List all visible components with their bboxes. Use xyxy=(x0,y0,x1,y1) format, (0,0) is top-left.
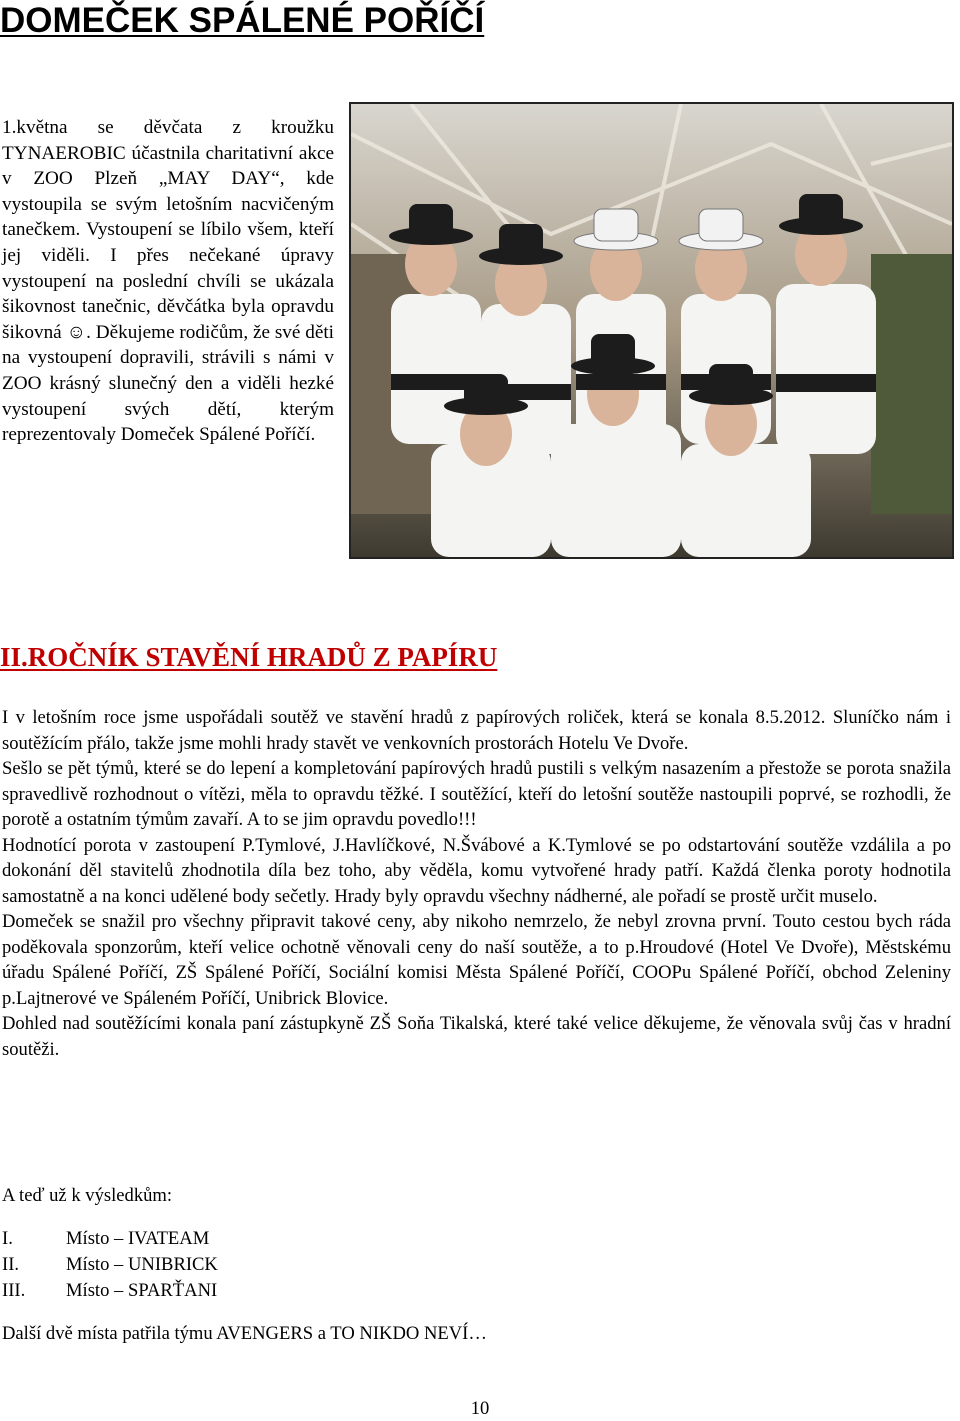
article-zoo-text xyxy=(2,115,334,448)
paragraph: Domeček se snažil pro všechny připravit takové ceny, aby nikoho nemrzelo, že nebyl zrovna první. Touto cestou bych ráda poděkovala sponzorům, kteří velice ochotně věnovali ceny do naší soutěže, a to p.Hroudové (Hotel Ve Dvoře), Městskému úřadu Spálené Poříčí, ZŠ Spálené Poříčí, Sociální komisi Města Spálené Poříčí, COOPu Spálené Poříčí, obchod Zeleniny p.Lajtnerové ve Spáleném Poříčí, Unibrick Blovice. xyxy=(2,911,951,1009)
other-places: Další dvě místa patřila týmu AVENGERS a TO NIKDO NEVÍ… xyxy=(2,1323,487,1344)
group-photo-dancers-icon xyxy=(351,104,952,557)
article-text-part1: 1.května se děvčata z kroužku TYNAEROBIC účastnila charitativní akce v ZOO Plzeň „MAY DAY“, kde vystoupila se svým letošním nacvičeným tanečkem. Vystoupení se líbilo všem, kteří jej viděli. I přes nečekané úpravy vystoupení na poslední chvíli se ukázala šikovnost tanečnic, děvčátka byla opravdu šikovná xyxy=(2,117,334,343)
place-number: III. xyxy=(2,1280,26,1301)
paragraph: Hodnotící porota v zastoupení P.Tymlové, J.Havlíčkové, N.Švábové a K.Tymlové se po odstartování soutěže vzdálila a po dokonání děl stavitelů zhodnotila díla bez toho, aby věděla, komu vytvořené hrady patří. Každá členka poroty hodnotila samostatně a na konci udělené body sečetly. Hrady byly opravdu všechny nádherné, ale pořadí se prostě určit muselo. xyxy=(2,834,951,907)
place-text: Místo – UNIBRICK xyxy=(66,1254,218,1275)
result-place-1 xyxy=(2,1228,209,1250)
article-text-part2: . Děkujeme rodičům, že své děti na vystoupení dopravili, strávili s námi v ZOO krásný slunečný den a viděli hezké vystoupení svých dětí, kterým reprezentovaly Domeček Spálené Poříčí. xyxy=(2,321,334,446)
paragraph: Dohled nad soutěžícími konala paní zástupkyně ZŠ Soňa Tikalská, které také velice děkujeme, že věnovala svůj čas v hradní soutěži. xyxy=(2,1013,951,1060)
page-number: 10 xyxy=(470,1398,490,1419)
place-number: II. xyxy=(2,1254,20,1275)
article-castles xyxy=(2,705,951,1062)
paragraph: I v letošním roce jsme uspořádali soutěž ve stavění hradů z papírových roliček, která se konala 8.5.2012. Sluníčko nám i soutěžícím přálo, takže jsme mohli hrady stavět ve venkovních prostorách Hotelu Ve Dvoře. xyxy=(2,707,951,754)
place-text: Místo – IVATEAM xyxy=(66,1228,210,1249)
results-intro: A teď už k výsledkům: xyxy=(2,1185,173,1206)
section-heading-castles: II.ROČNÍK STAVĚNÍ HRADŮ Z PAPÍRU xyxy=(0,642,498,672)
dancers-photo xyxy=(349,102,954,559)
result-place-2 xyxy=(2,1254,218,1276)
place-text: Místo – SPARŤANI xyxy=(66,1280,218,1301)
result-place-3 xyxy=(2,1280,217,1302)
place-number: I. xyxy=(2,1228,13,1249)
paragraph: Sešlo se pět týmů, které se do lepení a kompletování papírových hradů pustili s velkým nasazením a přestože se porota snažila spravedlivě rozhodnout o vítězi, měla to opravdu těžké. I soutěžící, kteří do letošní soutěže nastoupili poprvé, se rozhodli, že porotě a ostatním týmům zavaří. A to se jim opravdu povedlo!!! xyxy=(2,758,951,830)
page-title: DOMEČEK SPÁLENÉ POŘÍČÍ xyxy=(0,1,485,40)
smiley-icon: ☺ xyxy=(66,321,87,343)
